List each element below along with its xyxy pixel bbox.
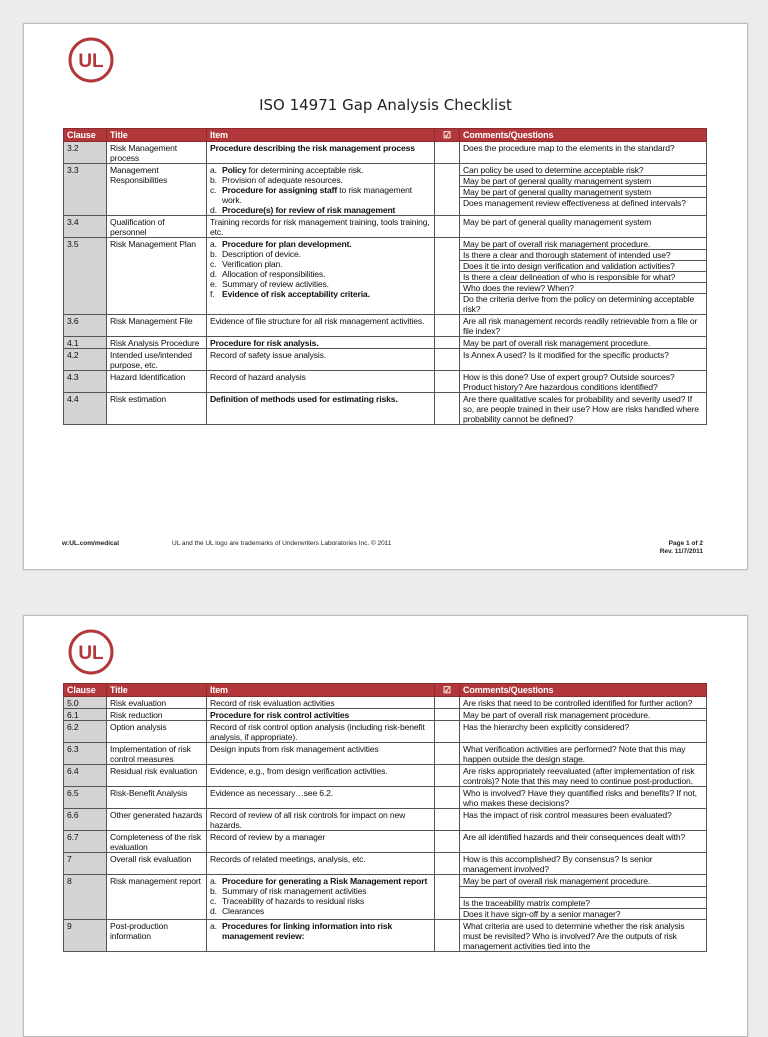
- comments-cell: [460, 393, 707, 425]
- comment-line: Does it tie into design verification and validation activities?: [460, 261, 706, 272]
- item-plain-text: Description of device.: [222, 249, 301, 259]
- item-line: [210, 217, 431, 237]
- table-row: [64, 349, 707, 371]
- checklist-table: [63, 128, 707, 425]
- title-cell: Risk-Benefit Analysis: [107, 787, 207, 809]
- clause-cell: 9: [64, 920, 107, 952]
- item-line: [210, 143, 431, 153]
- item-cell: [207, 337, 435, 349]
- item-cell: [207, 765, 435, 787]
- item-text: [210, 338, 319, 348]
- comments-cell: [460, 831, 707, 853]
- item-text: [210, 722, 425, 742]
- document-title: ISO 14971 Gap Analysis Checklist: [259, 96, 512, 114]
- item-cell: [207, 743, 435, 765]
- checkbox-cell[interactable]: [435, 142, 460, 164]
- item-letter: e.: [210, 279, 217, 289]
- title-cell: Risk Management process: [107, 142, 207, 164]
- item-cell: [207, 709, 435, 721]
- clause-cell: 6.5: [64, 787, 107, 809]
- item-line: [210, 205, 431, 215]
- item-line: [210, 259, 431, 269]
- table-row: [64, 920, 707, 952]
- table-row: [64, 721, 707, 743]
- item-line: [210, 766, 431, 776]
- item-plain-text: Allocation of responsibilities.: [222, 269, 326, 279]
- item-line: [210, 165, 431, 175]
- header-check: ☑: [435, 684, 460, 697]
- table-header-row: [64, 684, 707, 697]
- checkbox-cell[interactable]: [435, 920, 460, 952]
- item-cell: [207, 809, 435, 831]
- comments-cell: [460, 164, 707, 216]
- item-cell: [207, 238, 435, 315]
- item-text: [222, 269, 325, 279]
- checkbox-cell[interactable]: [435, 238, 460, 315]
- item-line: [210, 921, 431, 941]
- item-text: [222, 239, 352, 249]
- checkbox-cell[interactable]: [435, 349, 460, 371]
- comment-line: Are all identified hazards and their consequences dealt with?: [463, 832, 686, 842]
- clause-cell: 5.0: [64, 697, 107, 709]
- checkbox-cell[interactable]: [435, 315, 460, 337]
- item-plain-text: Summary of risk management activities: [222, 886, 367, 896]
- item-text: [210, 810, 405, 830]
- title-cell: Intended use/intended purpose, etc.: [107, 349, 207, 371]
- comments-cell: [460, 697, 707, 709]
- item-letter: d.: [210, 269, 217, 279]
- comment-line: May be part of general quality management system: [460, 187, 706, 198]
- comment-line: Are there qualitative scales for probability and severity used? If so, are people trained in their use? How are risks handled where probability cannot be defined?: [463, 394, 699, 424]
- item-line: [210, 854, 431, 864]
- footer-page-info: [660, 540, 703, 556]
- comments-cell: [460, 709, 707, 721]
- item-line: [210, 744, 431, 754]
- header-comments: Comments/Questions: [460, 129, 707, 142]
- comment-line: What verification activities are performed? Note that this may happen outside the design stage.: [463, 744, 686, 764]
- item-cell: [207, 853, 435, 875]
- header-title: Title: [107, 684, 207, 697]
- comment-line: Does it have sign-off by a senior manager?: [463, 909, 621, 919]
- item-line: [210, 788, 431, 798]
- checkbox-cell[interactable]: [435, 809, 460, 831]
- item-text: [210, 394, 398, 404]
- item-line: [210, 175, 431, 185]
- item-cell: [207, 393, 435, 425]
- checkbox-cell[interactable]: [435, 831, 460, 853]
- footer-page-number: Page 1 of 2: [668, 540, 703, 547]
- clause-cell: 3.2: [64, 142, 107, 164]
- item-text: [222, 165, 363, 175]
- table-row: [64, 787, 707, 809]
- comments-cell: [460, 337, 707, 349]
- comment-line: Is there a clear delineation of who is responsible for what?: [460, 272, 706, 283]
- table-row: [64, 216, 707, 238]
- header-clause: Clause: [64, 129, 107, 142]
- item-text: [222, 289, 370, 299]
- item-text: [210, 788, 333, 798]
- checkbox-cell[interactable]: [435, 337, 460, 349]
- item-line: [210, 269, 431, 279]
- comment-line: Are all risk management records readily retrievable from a file or file index?: [463, 316, 698, 336]
- comments-cell: [460, 853, 707, 875]
- comments-cell: [460, 238, 707, 315]
- clause-cell: 3.5: [64, 238, 107, 315]
- checkbox-cell[interactable]: [435, 875, 460, 920]
- item-line: [210, 372, 431, 382]
- checkbox-cell[interactable]: [435, 765, 460, 787]
- checkbox-cell[interactable]: [435, 216, 460, 238]
- item-text: [210, 316, 424, 326]
- checkbox-cell[interactable]: [435, 721, 460, 743]
- item-bold-text: Procedures for linking information into risk management review:: [222, 921, 393, 941]
- comments-cell: [460, 875, 707, 920]
- item-cell: [207, 164, 435, 216]
- item-plain-text: Record of risk control option analysis (including risk-benefit analysis, if appropriate).: [210, 722, 425, 742]
- title-cell: Risk management report: [107, 875, 207, 920]
- item-plain-text: Provision of adequate resources.: [222, 175, 343, 185]
- item-plain-text: Record of hazard analysis: [210, 372, 306, 382]
- item-plain-text: Traceability of hazards to residual risks: [222, 896, 365, 906]
- item-plain-text: Clearances: [222, 906, 264, 916]
- table-row: [64, 765, 707, 787]
- item-letter: d.: [210, 205, 217, 215]
- item-text: [222, 249, 301, 259]
- item-letter: a.: [210, 921, 217, 931]
- item-line: [210, 710, 431, 720]
- title-cell: Risk Analysis Procedure: [107, 337, 207, 349]
- comment-line: May be part of overall risk management procedure.: [460, 239, 706, 250]
- table-row: [64, 164, 707, 216]
- checkbox-cell[interactable]: [435, 709, 460, 721]
- item-text: [222, 876, 427, 886]
- item-text: [222, 921, 431, 941]
- item-text: [222, 205, 395, 215]
- comment-line: Does management review effectiveness at defined intervals?: [463, 198, 686, 208]
- item-letter: d.: [210, 906, 217, 916]
- checkbox-cell[interactable]: [435, 393, 460, 425]
- item-bold-text: Policy: [222, 165, 247, 175]
- item-text: [222, 185, 431, 205]
- comments-cell: [460, 216, 707, 238]
- clause-cell: 3.3: [64, 164, 107, 216]
- header-title: Title: [107, 129, 207, 142]
- item-plain-text: to risk management work.: [222, 185, 413, 205]
- item-line: [210, 876, 431, 886]
- item-text: [210, 832, 325, 842]
- item-line: [210, 810, 431, 830]
- item-plain-text: Records of related meetings, analysis, etc.: [210, 854, 366, 864]
- table-row: [64, 238, 707, 315]
- comments-cell: [460, 809, 707, 831]
- clause-cell: 4.1: [64, 337, 107, 349]
- title-cell: Residual risk evaluation: [107, 765, 207, 787]
- item-text: [222, 175, 343, 185]
- item-plain-text: Record of review by a manager: [210, 832, 326, 842]
- item-text: [210, 710, 349, 720]
- checklist-table: [63, 683, 707, 952]
- comment-line: How is this done? Use of expert group? Outside sources? Product history? Are hazardous conditions identified?: [463, 372, 675, 392]
- item-text: [210, 698, 335, 708]
- clause-cell: 4.4: [64, 393, 107, 425]
- title-cell: Other generated hazards: [107, 809, 207, 831]
- clause-cell: 6.6: [64, 809, 107, 831]
- item-plain-text: for determining acceptable risk.: [246, 165, 364, 175]
- clause-cell: 8: [64, 875, 107, 920]
- footer-revision: Rev. 11/7/2011: [659, 548, 703, 555]
- item-cell: [207, 787, 435, 809]
- comment-line: [460, 887, 706, 898]
- item-text: [222, 259, 282, 269]
- comments-cell: [460, 721, 707, 743]
- table-row: [64, 831, 707, 853]
- item-bold-text: Procedure for assigning staff: [222, 185, 338, 195]
- item-plain-text: Record of review of all risk controls for impact on new hazards.: [210, 810, 406, 830]
- table-row: [64, 743, 707, 765]
- checkbox-cell[interactable]: [435, 697, 460, 709]
- item-cell: [207, 875, 435, 920]
- item-line: [210, 832, 431, 842]
- item-line: [210, 896, 431, 906]
- item-text: [222, 896, 364, 906]
- item-plain-text: Evidence of file structure for all risk management activities.: [210, 316, 425, 326]
- header-comments: Comments/Questions: [460, 684, 707, 697]
- title-cell: Risk Management Plan: [107, 238, 207, 315]
- item-bold-text: Procedure for generating a Risk Management report: [222, 876, 428, 886]
- item-letter: a.: [210, 876, 217, 886]
- item-cell: [207, 371, 435, 393]
- comments-cell: [460, 765, 707, 787]
- item-text: [210, 350, 326, 360]
- item-line: [210, 906, 431, 916]
- item-line: [210, 249, 431, 259]
- checkbox-cell[interactable]: [435, 743, 460, 765]
- comment-line: Are risks that need to be controlled identified for further action?: [463, 698, 693, 708]
- title-cell: Risk estimation: [107, 393, 207, 425]
- title-cell: Post-production information: [107, 920, 207, 952]
- footer-url: w:UL.com/medical: [62, 540, 120, 547]
- title-cell: Qualification of personnel: [107, 216, 207, 238]
- clause-cell: 6.2: [64, 721, 107, 743]
- item-bold-text: Definition of methods used for estimating risks.: [210, 394, 398, 404]
- item-plain-text: Evidence as necessary…see 6.2.: [210, 788, 334, 798]
- item-text: [222, 906, 264, 916]
- item-letter: b.: [210, 249, 217, 259]
- item-bold-text: Evidence of risk acceptability criteria.: [222, 289, 370, 299]
- checkbox-cell[interactable]: [435, 853, 460, 875]
- comments-cell: [460, 920, 707, 952]
- title-cell: Hazard Identification: [107, 371, 207, 393]
- clause-cell: 4.2: [64, 349, 107, 371]
- svg-text:UL: UL: [78, 51, 104, 72]
- item-plain-text: Record of risk evaluation activities: [210, 698, 335, 708]
- clause-cell: 6.1: [64, 709, 107, 721]
- item-plain-text: Evidence, e.g., from design verification activities.: [210, 766, 388, 776]
- comments-cell: [460, 315, 707, 337]
- item-cell: [207, 721, 435, 743]
- comment-line: How is this accomplished? By consensus? Is senior management involved?: [463, 854, 653, 874]
- table-row: [64, 875, 707, 920]
- comment-line: Who is involved? Have they quantified risks and benefits? If not, who makes these decisions?: [463, 788, 697, 808]
- title-cell: Implementation of risk control measures: [107, 743, 207, 765]
- clause-cell: 6.4: [64, 765, 107, 787]
- item-letter: a.: [210, 239, 217, 249]
- item-text: [210, 744, 379, 754]
- comment-line: May be part of general quality management system: [463, 217, 652, 227]
- item-line: [210, 394, 431, 404]
- table-row: [64, 371, 707, 393]
- document-page-1: [23, 23, 748, 570]
- item-letter: a.: [210, 165, 217, 175]
- table-row: [64, 142, 707, 164]
- title-cell: Option analysis: [107, 721, 207, 743]
- comment-line: Do the criteria derive from the policy on determining acceptable risk?: [463, 294, 695, 314]
- comment-line: Does the procedure map to the elements in the standard?: [463, 143, 675, 153]
- clause-cell: 7: [64, 853, 107, 875]
- clause-cell: 4.3: [64, 371, 107, 393]
- item-text: [222, 279, 329, 289]
- item-text: [222, 886, 366, 896]
- svg-text:UL: UL: [78, 643, 104, 664]
- item-line: [210, 722, 431, 742]
- item-cell: [207, 349, 435, 371]
- item-text: [210, 217, 430, 237]
- item-bold-text: Procedure describing the risk management process: [210, 143, 415, 153]
- comments-cell: [460, 142, 707, 164]
- item-letter: c.: [210, 185, 217, 195]
- clause-cell: 3.6: [64, 315, 107, 337]
- item-letter: c.: [210, 259, 217, 269]
- checkbox-cell[interactable]: [435, 787, 460, 809]
- header-clause: Clause: [64, 684, 107, 697]
- comment-line: What criteria are used to determine whether the risk analysis must be revisited? Who is involved? Are the outputs of risk management activities tied into the: [463, 921, 685, 951]
- item-plain-text: Summary of review activities.: [222, 279, 329, 289]
- comment-line: May be part of overall risk management procedure.: [460, 876, 706, 887]
- comment-line: Has the impact of risk control measures been evaluated?: [463, 810, 672, 820]
- table-header-row: [64, 129, 707, 142]
- item-line: [210, 289, 431, 299]
- item-cell: [207, 831, 435, 853]
- comments-cell: [460, 349, 707, 371]
- item-line: [210, 239, 431, 249]
- item-bold-text: Procedure(s) for review of risk management: [222, 205, 396, 215]
- header-item: Item: [207, 684, 435, 697]
- item-text: [210, 854, 365, 864]
- item-letter: f.: [210, 289, 215, 299]
- item-line: [210, 185, 431, 205]
- header-check: ☑: [435, 129, 460, 142]
- item-cell: [207, 216, 435, 238]
- comment-line: May be part of overall risk management procedure.: [463, 338, 651, 348]
- item-plain-text: Training records for risk management training, tools training, etc.: [210, 217, 430, 237]
- title-cell: Risk Management File: [107, 315, 207, 337]
- comments-cell: [460, 371, 707, 393]
- comments-cell: [460, 787, 707, 809]
- table-row: [64, 393, 707, 425]
- item-cell: [207, 697, 435, 709]
- comment-line: May be part of overall risk management procedure.: [463, 710, 651, 720]
- clause-cell: 6.7: [64, 831, 107, 853]
- item-line: [210, 350, 431, 360]
- comment-line: May be part of general quality management system: [460, 176, 706, 187]
- checkbox-cell[interactable]: [435, 164, 460, 216]
- checkbox-cell[interactable]: [435, 371, 460, 393]
- item-bold-text: Procedure for risk analysis.: [210, 338, 319, 348]
- item-cell: [207, 142, 435, 164]
- comment-line: Is Annex A used? Is it modified for the specific products?: [463, 350, 669, 360]
- title-cell: Overall risk evaluation: [107, 853, 207, 875]
- item-cell: [207, 920, 435, 952]
- table-row: [64, 853, 707, 875]
- table-row: [64, 709, 707, 721]
- clause-cell: 6.3: [64, 743, 107, 765]
- document-page-2: [23, 615, 748, 1037]
- comment-line: Is there a clear and thorough statement of intended use?: [460, 250, 706, 261]
- ul-logo-icon: [67, 628, 115, 676]
- comments-cell: [460, 743, 707, 765]
- item-bold-text: Procedure for risk control activities: [210, 710, 350, 720]
- item-text: [210, 143, 415, 153]
- comment-line: Who does the review? When?: [460, 283, 706, 294]
- item-cell: [207, 315, 435, 337]
- comment-line: Is the traceability matrix complete?: [460, 898, 706, 909]
- comment-line: Are risks appropriately reevaluated (after implementation of risk controls)? Note that this may need to continue post-production.: [463, 766, 695, 786]
- table-row: [64, 315, 707, 337]
- item-plain-text: Record of safety issue analysis.: [210, 350, 327, 360]
- item-plain-text: Verification plan.: [222, 259, 283, 269]
- item-line: [210, 338, 431, 348]
- comment-line: Can policy be used to determine acceptable risk?: [460, 165, 706, 176]
- item-letter: c.: [210, 896, 217, 906]
- item-line: [210, 316, 431, 326]
- item-bold-text: Procedure for plan development.: [222, 239, 352, 249]
- item-plain-text: Design inputs from risk management activities: [210, 744, 379, 754]
- table-row: [64, 697, 707, 709]
- item-line: [210, 886, 431, 896]
- item-line: [210, 698, 431, 708]
- title-cell: Management Responsibilities: [107, 164, 207, 216]
- table-row: [64, 809, 707, 831]
- table-row: [64, 337, 707, 349]
- title-cell: Risk reduction: [107, 709, 207, 721]
- footer-trademark: UL and the UL logo are trademarks of Underwriters Laboratories Inc. © 2011: [172, 540, 392, 547]
- item-text: [210, 766, 388, 776]
- item-letter: b.: [210, 175, 217, 185]
- header-item: Item: [207, 129, 435, 142]
- item-text: [210, 372, 306, 382]
- item-line: [210, 279, 431, 289]
- comment-line: Has the hierarchy been explicitly considered?: [463, 722, 630, 732]
- ul-logo-icon: [67, 36, 115, 84]
- clause-cell: 3.4: [64, 216, 107, 238]
- item-letter: b.: [210, 886, 217, 896]
- title-cell: Risk evaluation: [107, 697, 207, 709]
- title-cell: Completeness of the risk evaluation: [107, 831, 207, 853]
